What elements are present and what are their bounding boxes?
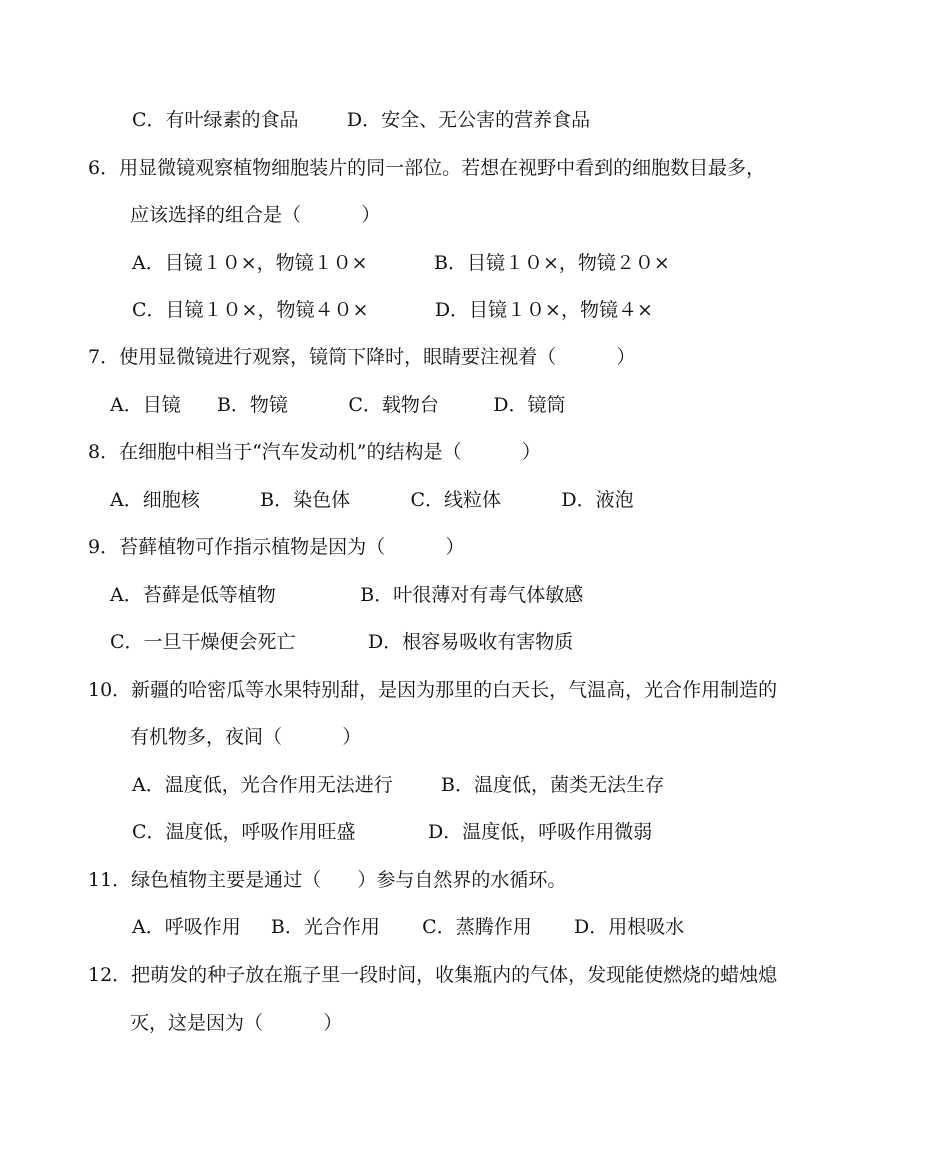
- q6-stem-line2: 应该选择的组合是（ ）: [130, 204, 381, 226]
- q7-stem: 7．使用显微镜进行观察，镜筒下降时，眼睛要注视着（ ）: [88, 346, 636, 368]
- q6-stem-line1: 6．用显微镜观察植物细胞装片的同一部位。若想在视野中看到的细胞数目最多，: [88, 157, 766, 179]
- q8-options: A．细胞核 B．染色体 C．线粒体 D．液泡: [110, 489, 634, 511]
- q9-options-cd: C．一旦干燥便会死亡 D．根容易吸收有害物质: [110, 631, 574, 653]
- q10-stem-line1: 10．新疆的哈密瓜等水果特别甜，是因为那里的白天长，气温高，光合作用制造的: [88, 679, 778, 701]
- q5-options-cd: C．有叶绿素的食品 D．安全、无公害的营养食品: [132, 109, 591, 131]
- q9-options-ab: A．苔藓是低等植物 B．叶很薄对有毒气体敏感: [110, 584, 584, 606]
- q9-stem: 9．苔藓植物可作指示植物是因为（ ）: [88, 536, 465, 558]
- q6-options-cd: C．目镜１０×，物镜４０× D．目镜１０×，物镜４×: [132, 299, 653, 321]
- q10-options-ab: A．温度低，光合作用无法进行 B．温度低，菌类无法生存: [132, 774, 665, 796]
- q11-options: A．呼吸作用 B．光合作用 C．蒸腾作用 D．用根吸水: [132, 916, 685, 938]
- q12-stem-line2: 灭，这是因为（ ）: [130, 1012, 343, 1034]
- q7-options: A．目镜 B．物镜 C．载物台 D．镜筒: [110, 394, 566, 416]
- q6-options-ab: A．目镜１０×，物镜１０× B．目镜１０×，物镜２０×: [132, 252, 670, 274]
- q10-stem-line2: 有机物多，夜间（ ）: [130, 726, 362, 748]
- q8-stem: 8．在细胞中相当于“汽车发动机”的结构是（ ）: [88, 441, 541, 463]
- q12-stem-line1: 12．把萌发的种子放在瓶子里一段时间，收集瓶内的气体，发现能使燃烧的蜡烛熄: [88, 964, 778, 986]
- q11-stem: 11．绿色植物主要是通过（ ）参与自然界的水循环。: [88, 869, 567, 891]
- q10-options-cd: C．温度低，呼吸作用旺盛 D．温度低，呼吸作用微弱: [132, 821, 653, 843]
